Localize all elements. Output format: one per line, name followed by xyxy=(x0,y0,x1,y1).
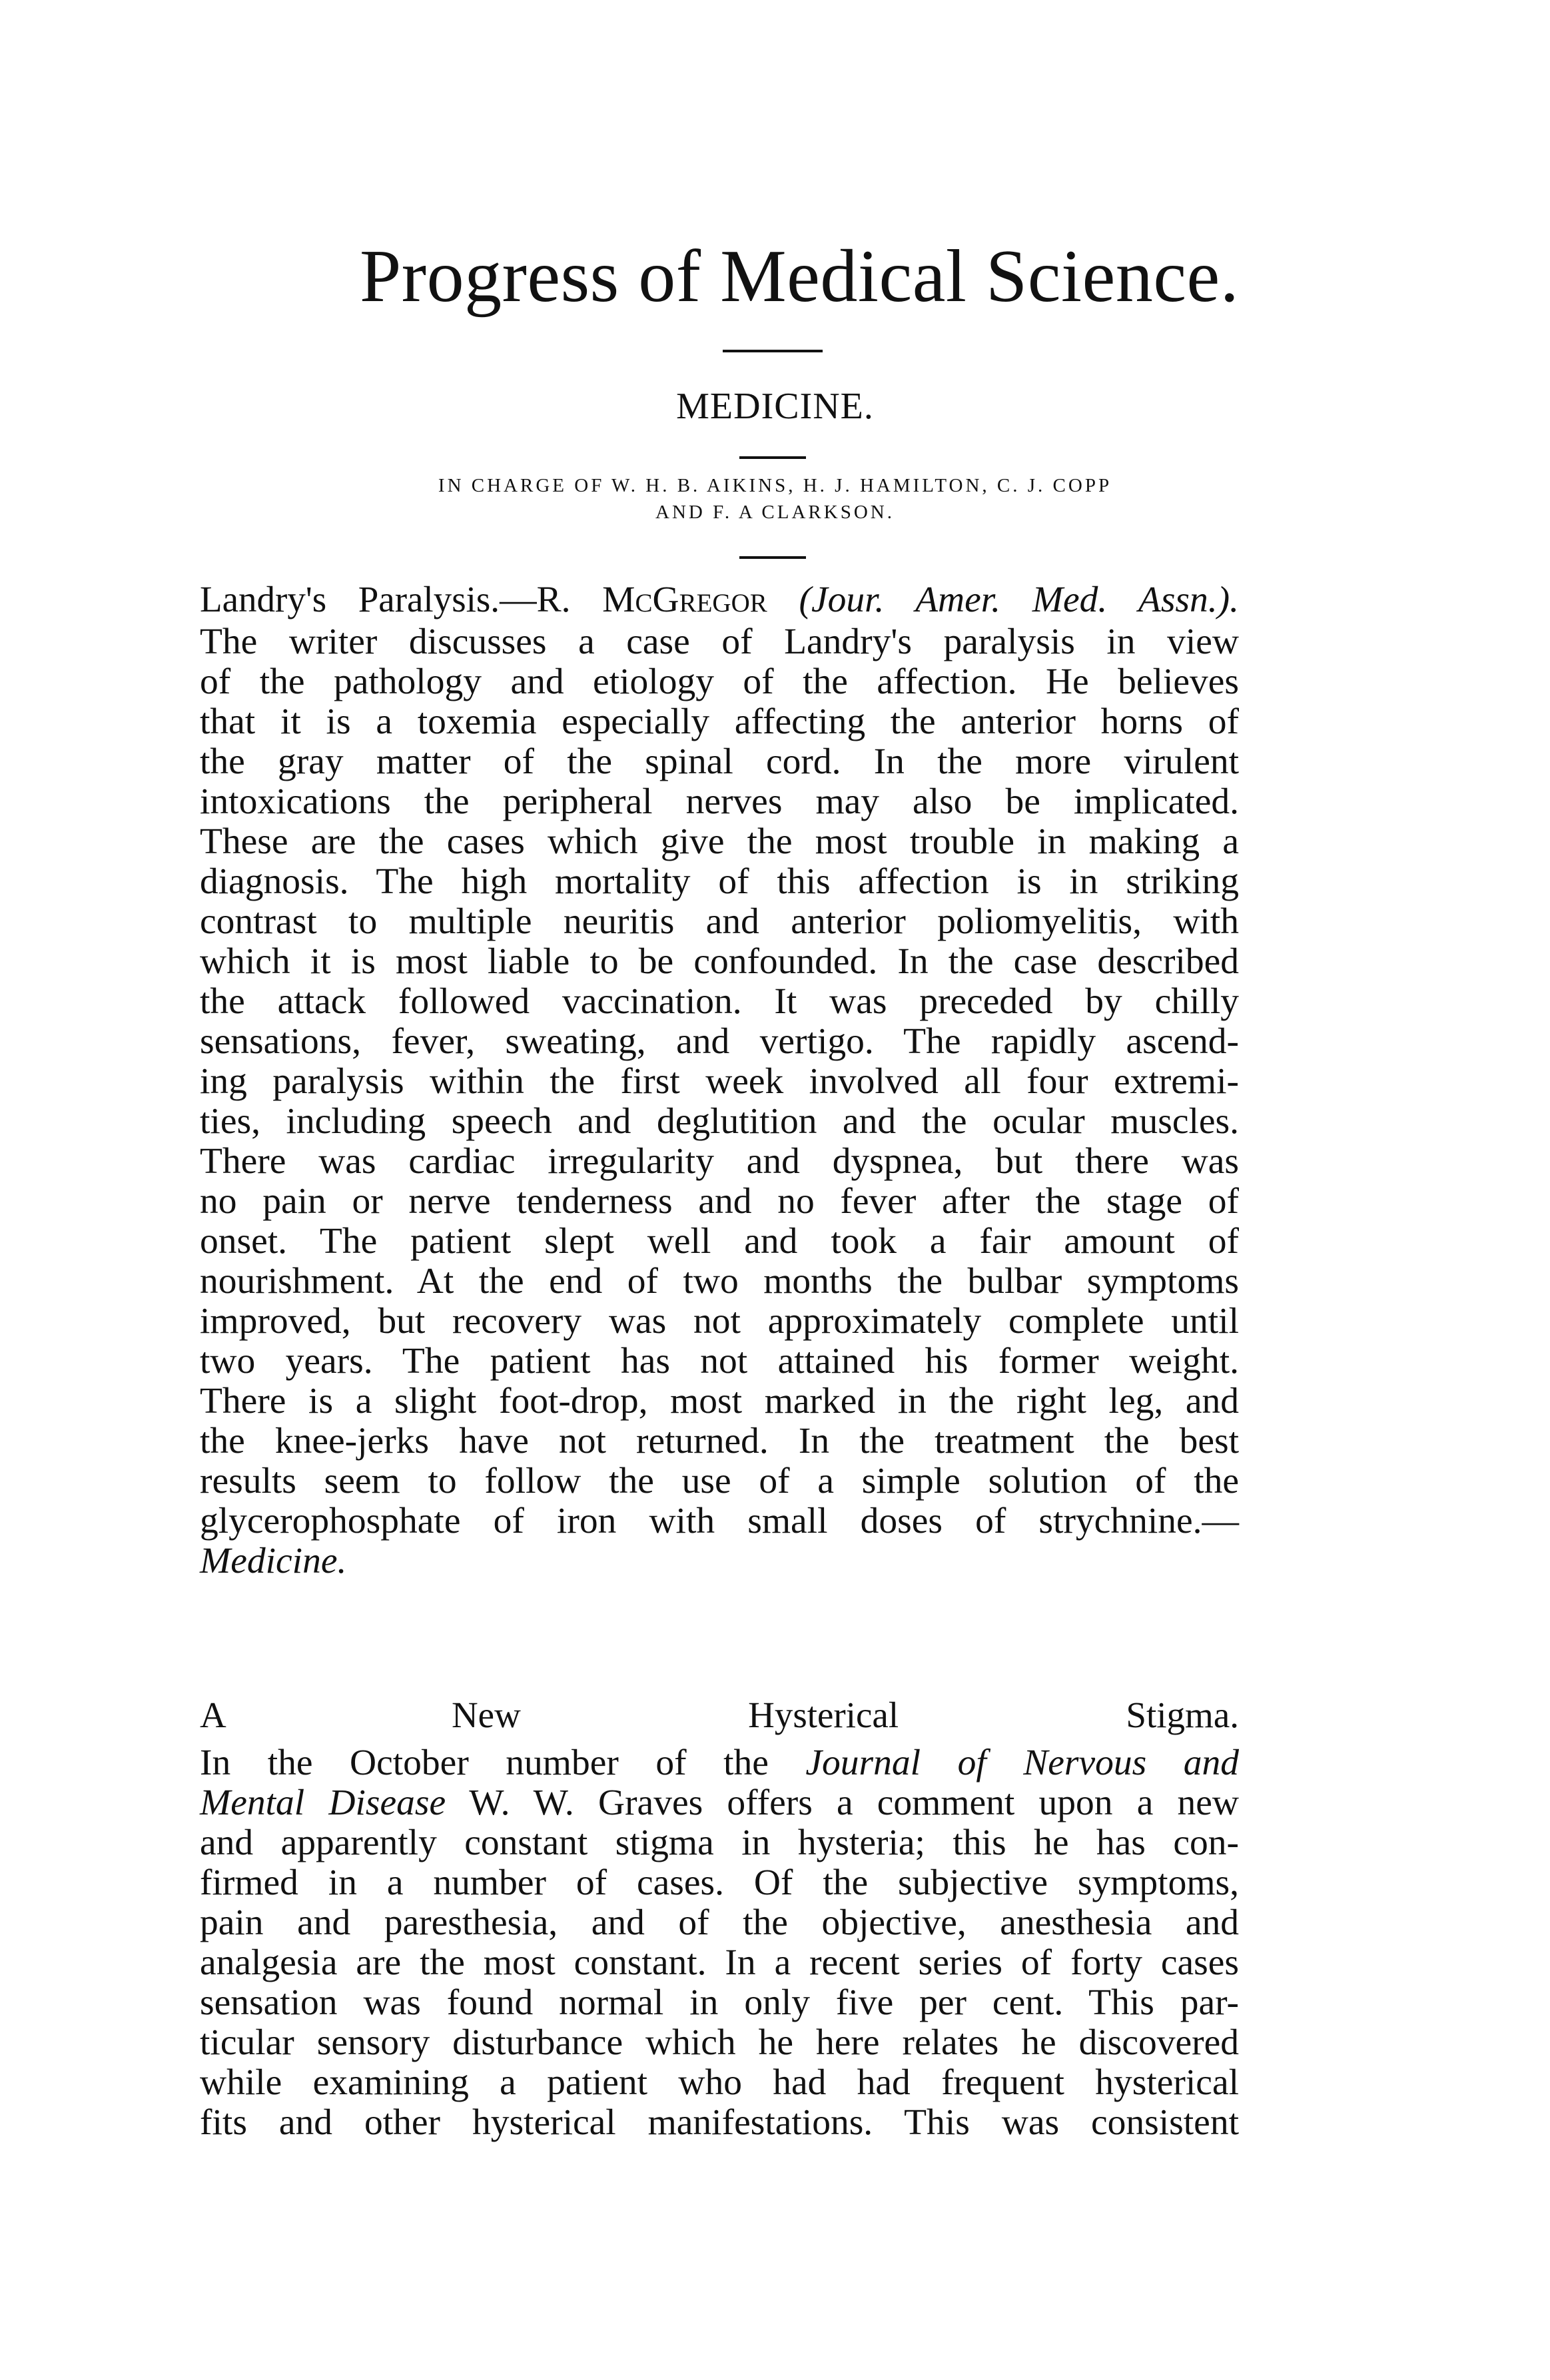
body-line: These are the cases which give the most trouble in making a xyxy=(200,821,1239,862)
article-landrys-paralysis xyxy=(200,580,1239,1581)
body-line: sensation was found normal in only five per cent. This par- xyxy=(200,1982,1239,2023)
body-line: the attack followed vaccination. It was preceded by chilly xyxy=(200,981,1239,1022)
body-line: sensations, fever, sweating, and vertigo. The rapidly ascend- xyxy=(200,1021,1239,1062)
article-heading: Landry's Paralysis. xyxy=(200,579,500,619)
article-heading: A New Hysterical Stigma. xyxy=(200,1695,1239,1735)
article-body xyxy=(200,622,1239,1541)
article-closing xyxy=(200,1541,1239,1581)
in-charge-line-1: IN CHARGE OF W. H. B. AIKINS, H. J. HAMILTON, C. J. COPP xyxy=(438,475,1112,496)
body-text-span: In the October number of the xyxy=(200,1743,806,1783)
body-line: while examining a patient who had had frequent hysterical xyxy=(200,2062,1239,2103)
body-line: improved, but recovery was not approximately complete until xyxy=(200,1301,1239,1342)
body-line: ing paralysis within the first week involved all four extremi- xyxy=(200,1061,1239,1102)
body-line: contrast to multiple neuritis and anterior poliomyelitis, with xyxy=(200,901,1239,942)
body-line: which it is most liable to be confounded. In the case described xyxy=(200,941,1239,982)
body-line: There was cardiac irregularity and dyspnea, but there was xyxy=(200,1141,1239,1182)
article-heading-line xyxy=(200,580,1239,622)
body-line: the knee-jerks have not returned. In the treatment the best xyxy=(200,1421,1239,1461)
article-heading-line xyxy=(200,1695,1239,1738)
journal-title: Journal of Nervous and xyxy=(805,1743,1240,1783)
body-line: of the pathology and etiology of the affection. He believes xyxy=(200,661,1239,702)
body-line: There is a slight foot-drop, most marked in the right leg, and xyxy=(200,1381,1239,1421)
body-line xyxy=(200,1783,1239,1823)
body-line: onset. The patient slept well and took a fair amount of xyxy=(200,1221,1239,1262)
body-line: firmed in a number of cases. Of the subjective symptoms, xyxy=(200,1862,1239,1903)
body-line: results seem to follow the use of a simple solution of the xyxy=(200,1461,1239,1501)
body-line: The writer discusses a case of Landry's paralysis in view xyxy=(200,621,1239,662)
page-title: Progress of Medical Science. xyxy=(360,235,1240,318)
body-line: glycerophosphate of iron with small doses of strychnine.— xyxy=(200,1501,1239,1541)
article-new-hysterical-stigma xyxy=(200,1695,1239,2143)
body-line: and apparently constant stigma in hysteria; this he has con- xyxy=(200,1822,1239,1863)
body-line xyxy=(200,1743,1239,1783)
in-charge-line-2: AND F. A CLARKSON. xyxy=(655,502,895,523)
body-line: pain and paresthesia, and of the objective, anesthesia and xyxy=(200,1902,1239,1943)
section-rule xyxy=(739,456,806,459)
body-line: fits and other hysterical manifestations. This was consistent xyxy=(200,2102,1239,2143)
article-source: (Jour. Amer. Med. Assn.). xyxy=(799,580,1240,620)
body-line: analgesia are the most constant. In a recent series of forty cases xyxy=(200,1942,1239,1983)
body-line: that it is a toxemia especially affecting the anterior horns of xyxy=(200,701,1239,742)
body-line: the gray matter of the spinal cord. In the more virulent xyxy=(200,741,1239,782)
article-closing-source: Medicine. xyxy=(200,1541,347,1581)
body-line: diagnosis. The high mortality of this affection is in striking xyxy=(200,861,1239,902)
body-line: intoxications the peripheral nerves may also be implicated. xyxy=(200,781,1239,822)
body-line: nourishment. At the end of two months the bulbar symptoms xyxy=(200,1261,1239,1302)
body-line: ticular sensory disturbance which he here relates he discovered xyxy=(200,2022,1239,2063)
body-text-span: W. W. Graves offers a comment upon a new xyxy=(446,1783,1239,1823)
editors-rule xyxy=(739,556,806,559)
body-line: two years. The patient has not attained his former weight. xyxy=(200,1341,1239,1382)
article-body xyxy=(200,1823,1239,2143)
title-rule xyxy=(723,350,823,352)
article-byline: —R. McGregor xyxy=(500,580,767,620)
section-title: MEDICINE. xyxy=(676,386,874,427)
body-line: ties, including speech and deglutition and the ocular muscles. xyxy=(200,1101,1239,1142)
journal-title: Mental Disease xyxy=(200,1783,446,1823)
body-line: no pain or nerve tenderness and no fever after the stage of xyxy=(200,1181,1239,1222)
